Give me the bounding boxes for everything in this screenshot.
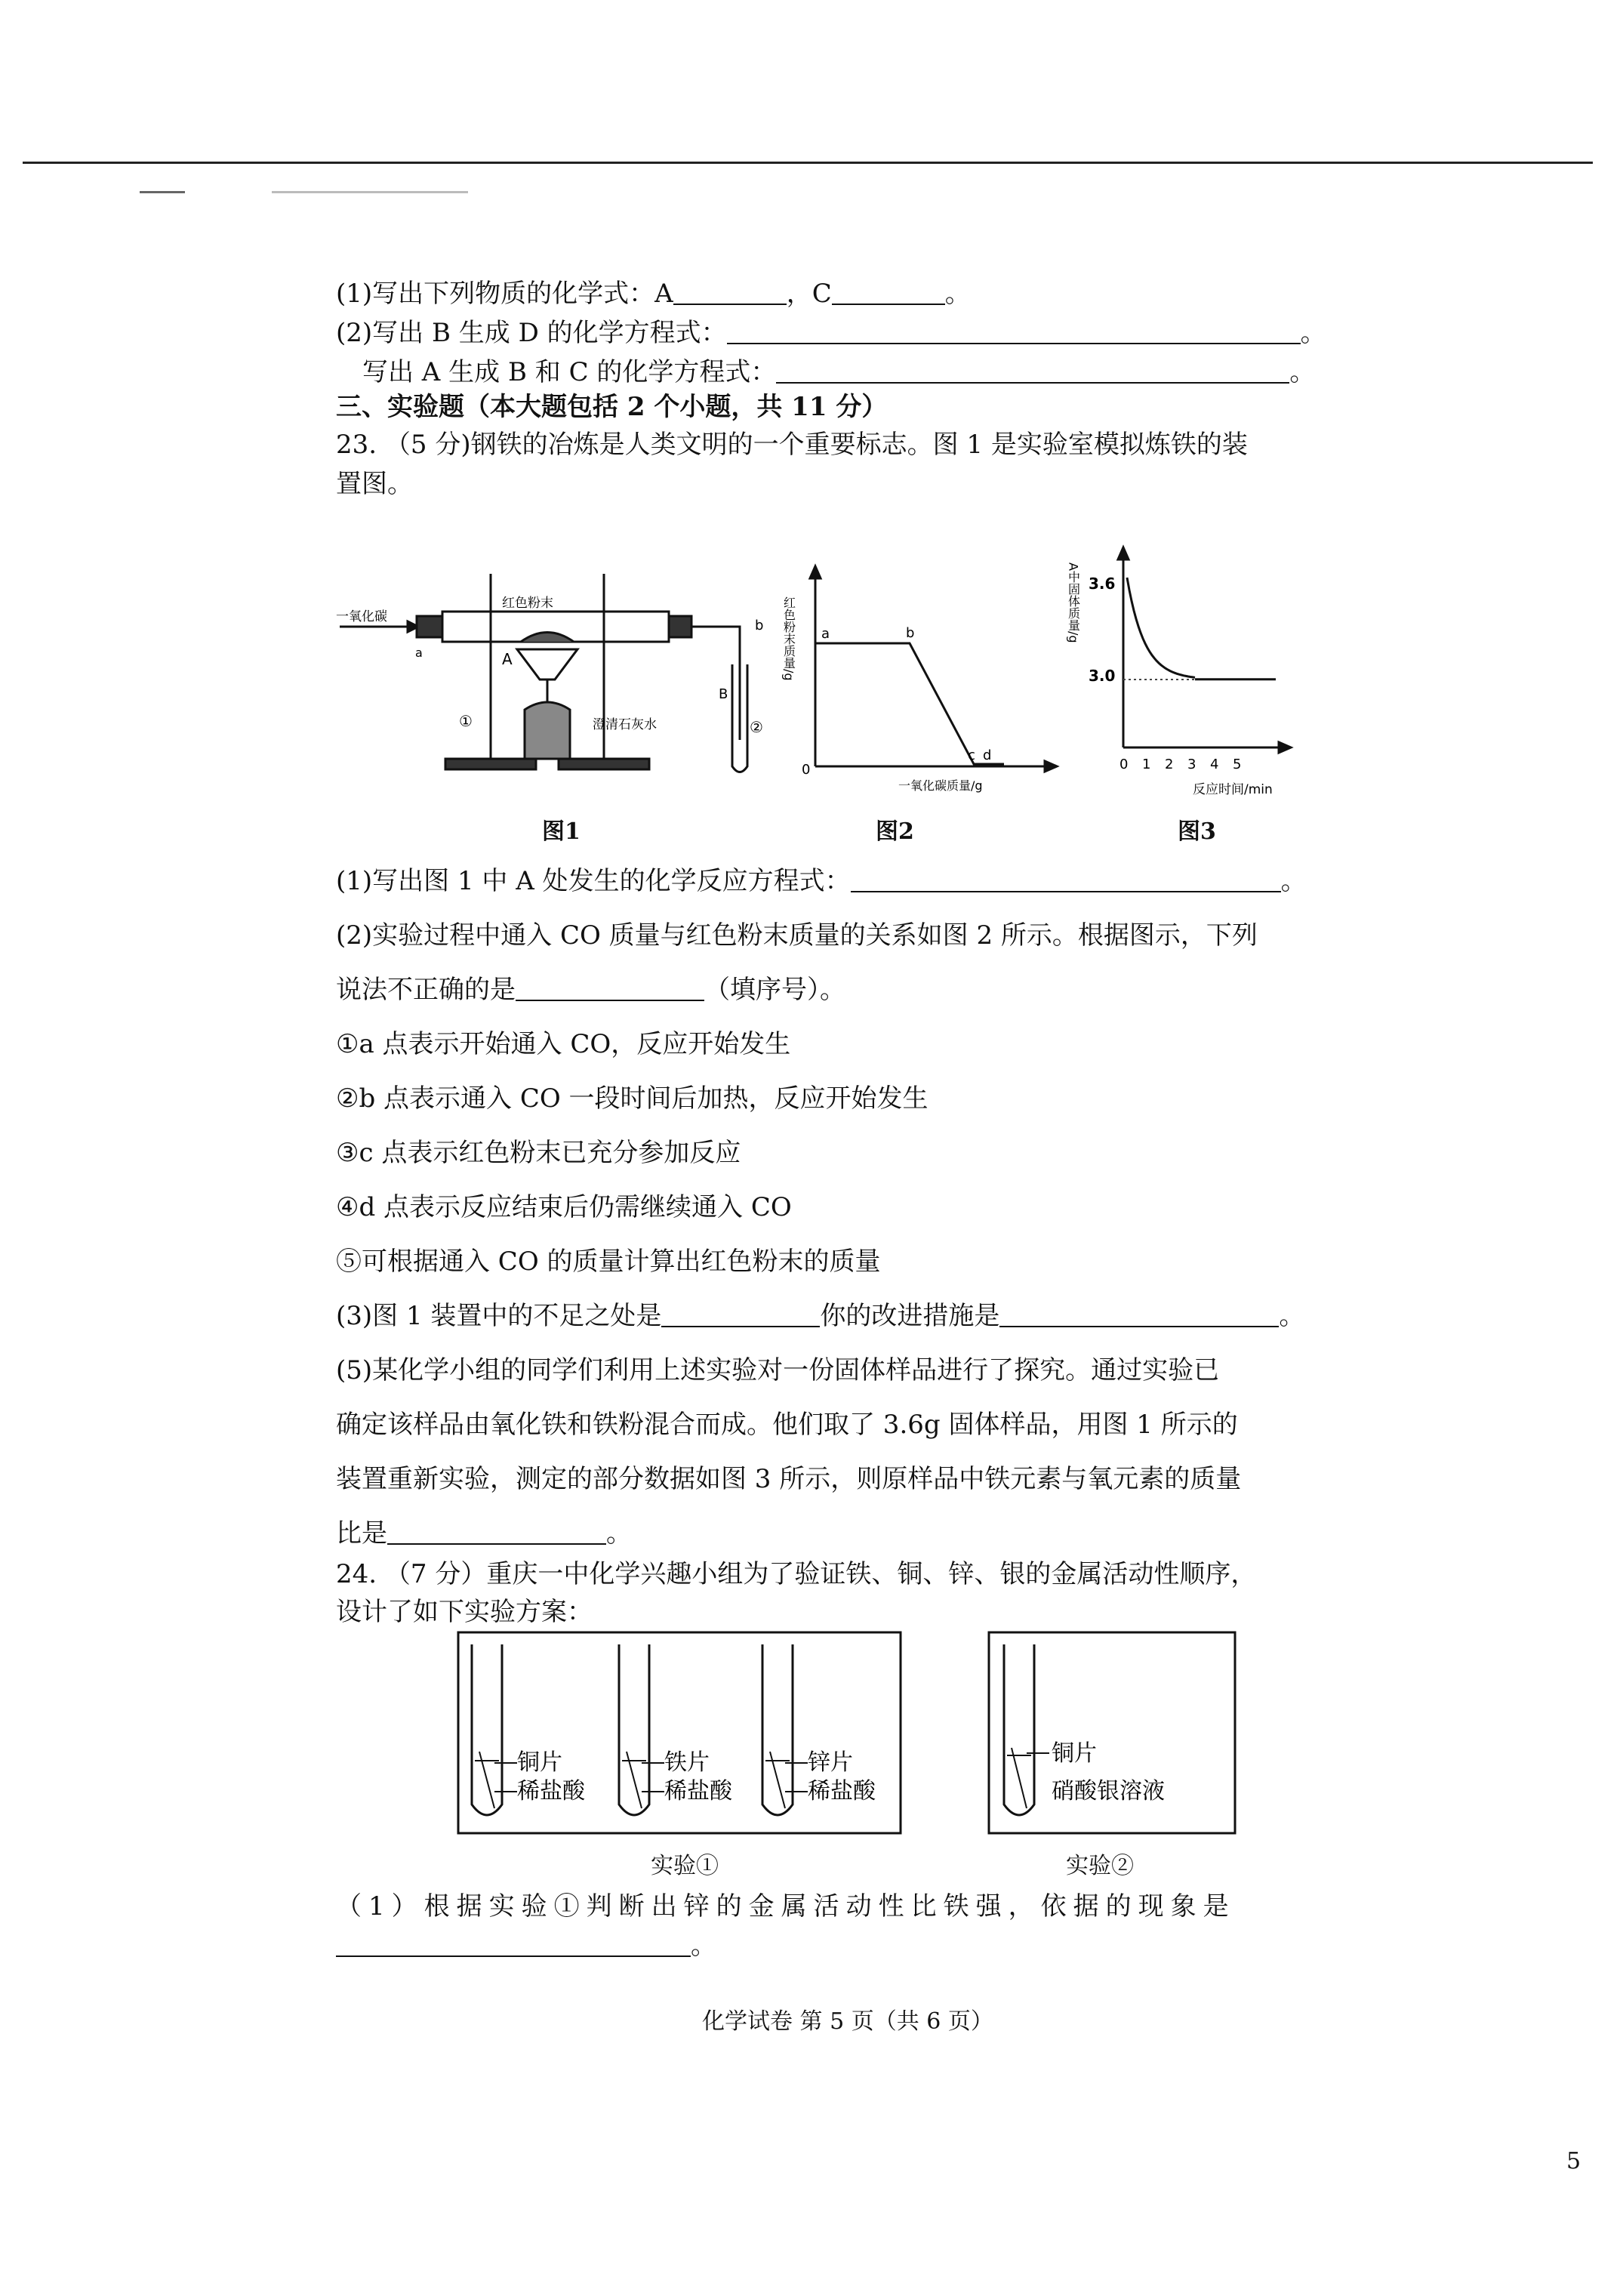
label-silver-nitrate: 硝酸银溶液 <box>1052 1778 1165 1804</box>
q22-part3 <box>362 359 1315 385</box>
q23-intro-line2: 置图。 <box>336 469 413 499</box>
test-tube-zinc <box>762 1644 793 1815</box>
q22-part2-text: (2)写出 B 生成 D 的化学方程式： <box>336 318 727 348</box>
right-stand-base <box>559 759 649 769</box>
label-A: A <box>502 650 513 668</box>
q23-part3-text: (3)图 1 装置中的不足之处是 <box>336 1301 662 1331</box>
alcohol-lamp <box>525 702 570 759</box>
q22-part1-text: (1)写出下列物质的化学式：A <box>336 279 673 309</box>
q23-part5-line4 <box>336 1518 632 1549</box>
q23-option: ⑤可根据通入 CO 的质量计算出红色粉末的质量 <box>336 1247 881 1277</box>
page-footer: 化学试卷 第 5 页（共 6 页） <box>702 2008 993 2035</box>
answer-blank[interactable] <box>516 977 704 1001</box>
answer-blank[interactable] <box>673 281 787 305</box>
experiment2-figure <box>987 1631 1236 1835</box>
label-iron-strip: 铁片 <box>664 1749 710 1776</box>
fig2-point-b: b <box>906 625 915 641</box>
q23-part2-end: （填序号）。 <box>704 975 845 1005</box>
punctuation: 。 <box>1279 1301 1305 1331</box>
figure1-apparatus <box>332 551 785 793</box>
q24-intro-line1: 24. （7 分）重庆一中化学兴趣小组为了验证铁、铜、锌、银的金属活动性顺序， <box>336 1559 1257 1589</box>
answer-blank[interactable] <box>336 1933 691 1957</box>
q23-part1 <box>336 868 1307 894</box>
q24-part1-line2 <box>336 1933 716 1959</box>
figure1-caption: 图1 <box>542 818 581 845</box>
q23-part1-text: (1)写出图 1 中 A 处发生的化学反应方程式： <box>336 866 851 896</box>
label-copper-strip: 铜片 <box>1052 1740 1097 1767</box>
top-rule <box>23 162 1593 164</box>
fig2-point-d: d <box>983 747 992 763</box>
fig3-xtick: 5 <box>1233 757 1242 772</box>
answer-blank[interactable] <box>851 868 1281 892</box>
label-co: 一氧化碳 <box>336 609 387 624</box>
section-title: 三、实验题（本大题包括 2 个小题，共 11 分） <box>336 392 888 422</box>
left-stopper <box>417 616 442 637</box>
fig3-y-arrow <box>1118 547 1129 559</box>
answer-blank[interactable] <box>776 359 1289 384</box>
q23-intro-line1: 23. （5 分)钢铁的冶炼是人类文明的一个重要标志。图 1 是实验室模拟炼铁的装 <box>336 430 1248 460</box>
fig2-line <box>815 643 1004 764</box>
q22-part2 <box>336 320 1326 346</box>
fig3-x-arrow <box>1279 742 1291 753</box>
q23-option: ③c 点表示红色粉末已充分参加反应 <box>336 1138 741 1168</box>
figure2-caption: 图2 <box>876 818 914 845</box>
fig3-xtick: 1 <box>1142 757 1151 772</box>
answer-blank[interactable] <box>387 1521 606 1545</box>
right-stopper <box>669 616 691 637</box>
lamp-hood <box>517 649 577 680</box>
fig3-curve <box>1127 578 1195 677</box>
label-a: a <box>415 646 423 660</box>
fig2-point-a: a <box>821 626 830 642</box>
label-red-powder: 红色粉末 <box>502 596 553 611</box>
fig2-xlabel: 一氧化碳质量/g <box>898 778 983 793</box>
q23-part3-mid: 你的改进措施是 <box>820 1301 1000 1331</box>
label-circle-2: ② <box>750 718 763 736</box>
q24-intro-line2: 设计了如下实验方案： <box>336 1597 593 1627</box>
fig3-xtick: 0 <box>1119 757 1129 772</box>
label-b: b <box>755 618 764 633</box>
scan-mark <box>272 191 468 193</box>
test-tube-copper <box>472 1644 502 1815</box>
q23-part2-line1: (2)实验过程中通入 CO 质量与红色粉末质量的关系如图 2 所示。根据图示，下列 <box>336 920 1258 951</box>
label-copper-strip: 铜片 <box>517 1749 562 1776</box>
experiment2-caption: 实验② <box>1066 1853 1134 1879</box>
punctuation: 。 <box>691 1931 716 1961</box>
fig2-ylabel: 红色粉末质量/g <box>781 596 796 681</box>
fig3-ytick-low: 3.0 <box>1089 667 1116 685</box>
metal-strip <box>1012 1748 1027 1808</box>
experiment1-caption: 实验① <box>651 1853 719 1879</box>
figure2-chart <box>781 559 1072 800</box>
label-circle-1: ① <box>459 712 473 730</box>
q23-part5-text: 比是 <box>336 1518 387 1549</box>
q22-part1-mid: ，C <box>786 279 832 309</box>
page-number: 5 <box>1566 2148 1581 2174</box>
q23-part2-line2 <box>336 977 845 1003</box>
label-B: B <box>719 686 728 702</box>
figure3-chart <box>1057 540 1359 804</box>
q23-part5-line1: (5)某化学小组的同学们利用上述实验对一份固体样品进行了探究。通过实验已 <box>336 1355 1220 1385</box>
label-zinc-strip: 锌片 <box>808 1749 853 1776</box>
fig3-xtick: 4 <box>1210 757 1219 772</box>
answer-blank[interactable] <box>999 1303 1279 1327</box>
fig3-xtick: 2 <box>1165 757 1174 772</box>
punctuation: 。 <box>1280 866 1307 896</box>
fig3-xtick: 3 <box>1187 757 1196 772</box>
label-dilute-hcl: 稀盐酸 <box>808 1778 876 1804</box>
red-powder <box>521 633 574 643</box>
fig3-ytick-top: 3.6 <box>1089 575 1116 593</box>
punctuation: 。 <box>944 279 971 309</box>
answer-blank[interactable] <box>727 320 1301 344</box>
figure3-caption: 图3 <box>1178 818 1216 845</box>
q23-option: ④d 点表示反应结束后仍需继续通入 CO <box>336 1192 792 1222</box>
label-dilute-hcl: 稀盐酸 <box>517 1778 585 1804</box>
punctuation: 。 <box>1300 318 1326 348</box>
test-tube-iron <box>619 1644 649 1815</box>
fig3-ylabel: A中固体质量/g <box>1066 562 1081 643</box>
test-tube-silver-nitrate <box>1004 1644 1034 1815</box>
label-limewater: 澄清石灰水 <box>593 717 657 732</box>
scan-mark <box>140 191 185 193</box>
q23-option: ①a 点表示开始通入 CO，反应开始发生 <box>336 1029 791 1059</box>
fig3-xlabel: 反应时间/min <box>1193 782 1273 797</box>
q23-part5-line2: 确定该样品由氧化铁和铁粉混合而成。他们取了 3.6g 固体样品，用图 1 所示的 <box>336 1410 1238 1440</box>
q22-part3-text: 写出 A 生成 B 和 C 的化学方程式： <box>362 357 777 387</box>
q23-part3 <box>336 1303 1304 1329</box>
fig2-x-arrow <box>1045 761 1057 772</box>
q23-part5-line3: 装置重新实验，测定的部分数据如图 3 所示，则原样品中铁元素与氧元素的质量 <box>336 1464 1242 1494</box>
experiment1-figure <box>457 1631 902 1835</box>
fig2-point-c: c <box>968 747 975 763</box>
q24-part1-line1: （1）根据实验①判断出锌的金属活动性比铁强，依据的现象是 <box>336 1891 1236 1922</box>
punctuation: 。 <box>1289 357 1316 387</box>
q22-part1 <box>336 281 971 307</box>
q23-option: ②b 点表示通入 CO 一段时间后加热，反应开始发生 <box>336 1083 929 1114</box>
fig2-y-arrow <box>810 566 821 578</box>
left-stand-base <box>445 759 536 769</box>
q23-part2-text: 说法不正确的是 <box>336 975 516 1005</box>
answer-blank[interactable] <box>661 1303 820 1327</box>
answer-blank[interactable] <box>832 281 945 305</box>
label-dilute-hcl: 稀盐酸 <box>664 1778 732 1804</box>
fig2-origin: 0 <box>802 762 811 778</box>
punctuation: 。 <box>606 1518 632 1549</box>
